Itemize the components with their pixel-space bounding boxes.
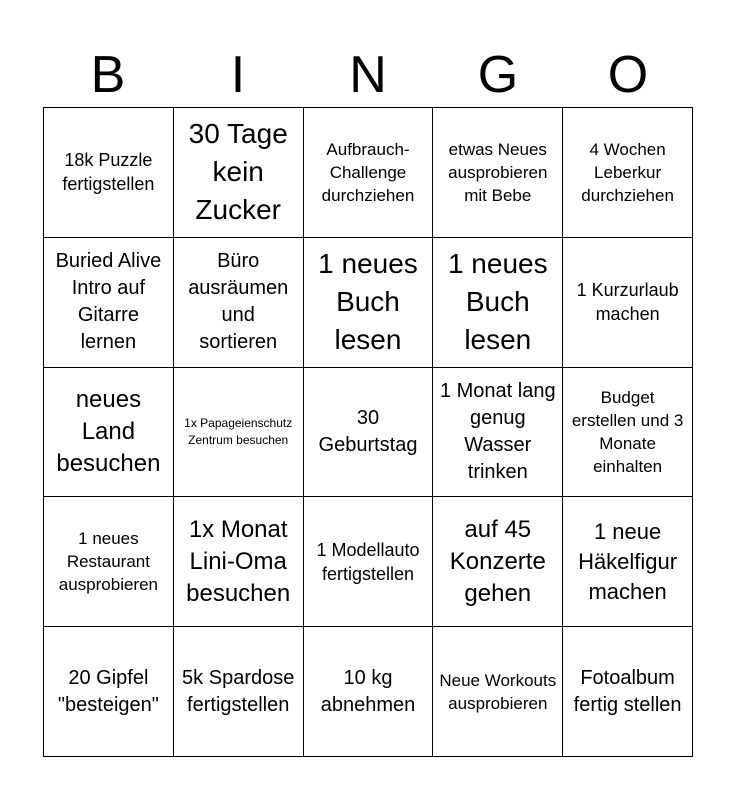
bingo-cell[interactable] [433,108,563,238]
cell-text: auf 45 Konzerte gehen [449,515,546,607]
cell-text: 1 Monat lang genug Wasser trinken [439,379,556,483]
cell-text: 10 kg abnehmen [320,666,416,716]
cell-text: Fotoalbum fertig stellen [573,666,682,716]
bingo-header [43,44,693,106]
bingo-cell[interactable] [174,368,304,498]
cell-text: 1 neues Buch lesen [318,248,418,356]
bingo-cell[interactable] [304,108,434,238]
cell-text: 30 Tage kein Zucker [188,118,288,226]
bingo-cell[interactable] [563,368,693,498]
cell-text: 1 neues Buch lesen [447,248,548,356]
header-letter-i: I [230,46,246,104]
cell-text: Budget erstellen und 3 Monate einhalten [571,387,684,476]
header-letter-g: G [477,46,519,104]
bingo-cell[interactable] [433,627,563,757]
header-letter-n: N [349,46,387,104]
header-letter-b: B [90,46,126,104]
cell-text: 1 Modellauto fertigstellen [316,539,420,584]
bingo-cell[interactable] [44,238,174,368]
bingo-cell[interactable] [174,497,304,627]
bingo-cell[interactable] [563,238,693,368]
bingo-cell[interactable] [304,627,434,757]
cell-text: neues Land besuchen [56,385,161,477]
cell-text: Aufbrauch-Challenge durchziehen [321,139,415,205]
cell-text: 1 neues Restaurant ausprobieren [58,529,159,595]
header-letter-o: O [607,46,649,104]
cell-text: 5k Spardose fertigstellen [182,666,295,716]
bingo-cell[interactable] [433,238,563,368]
bingo-cell[interactable] [174,108,304,238]
cell-text: 18k Puzzle fertigstellen [62,150,155,195]
cell-text: 30 Geburtstag [318,406,418,456]
cell-text: 1 neue Häkelfigur machen [578,518,678,604]
bingo-cell[interactable] [563,627,693,757]
bingo-cell[interactable] [44,627,174,757]
cell-text: Buried Alive Intro auf Gitarre lernen [55,250,162,354]
bingo-cell[interactable] [563,497,693,627]
cell-text: Büro ausräumen und sortieren [188,250,289,354]
bingo-cell[interactable] [44,368,174,498]
cell-text: 1x Monat Lini-Oma besuchen [186,515,291,607]
bingo-cell[interactable] [563,108,693,238]
bingo-cell[interactable] [174,627,304,757]
cell-text: 1 Kurzurlaub machen [576,280,679,325]
bingo-cell[interactable] [304,368,434,498]
bingo-grid [43,107,693,757]
cell-text: 4 Wochen Leberkur durchziehen [581,139,674,205]
cell-text: 20 Gipfel "besteigen" [57,666,159,716]
cell-text: 1x Papageienschutz Zentrum besuchen [184,415,293,447]
bingo-cell[interactable] [174,238,304,368]
cell-text: Neue Workouts ausprobieren [439,670,557,713]
bingo-cell[interactable] [433,368,563,498]
bingo-cell[interactable] [44,497,174,627]
bingo-cell[interactable] [433,497,563,627]
bingo-cell[interactable] [44,108,174,238]
bingo-cell[interactable] [304,238,434,368]
cell-text: etwas Neues ausprobieren mit Bebe [448,139,548,205]
bingo-cell[interactable] [304,497,434,627]
